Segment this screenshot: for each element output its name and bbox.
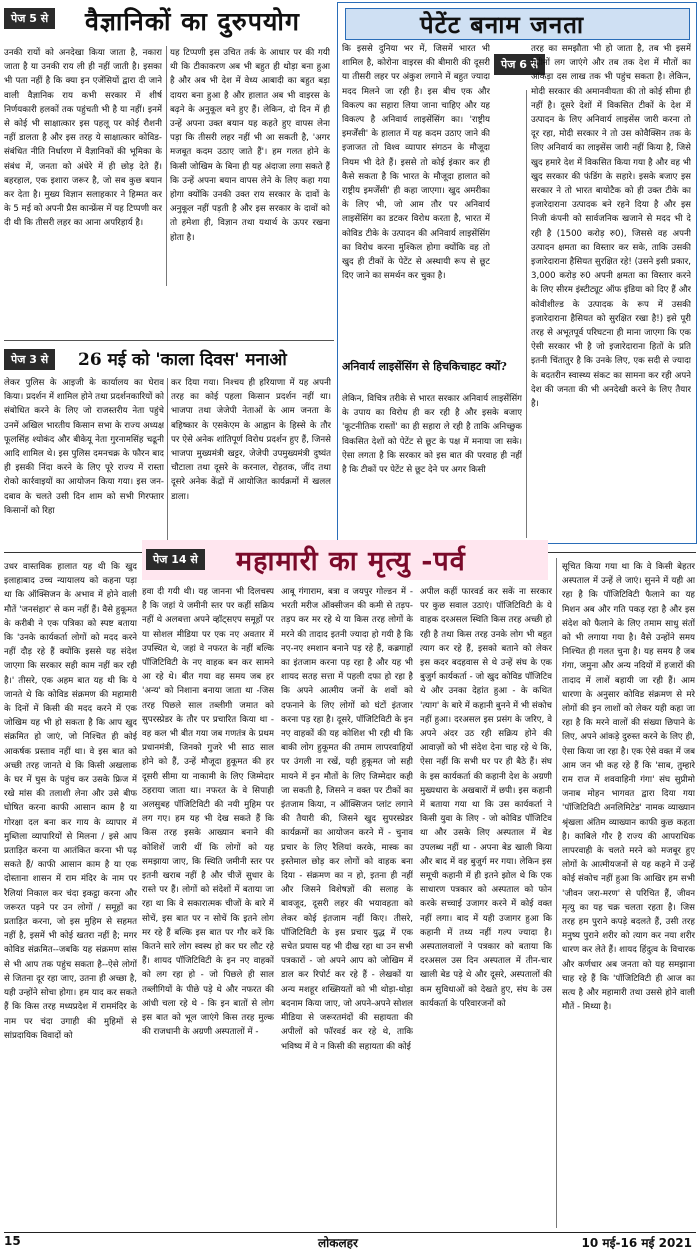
article-column: सूचित किया गया था कि वे किसी बेहतर अस्पताल में उन्हें ले जाएं। सुनने में यही आ रहा है कि पॉजिटिविटी फैलाने का यह मिशन अब और गति पकड़ रहा है और इस संदेश को फैलाने के लिए तमाम साधु संतों को भी लगाया गया है। वैसे उन्होंने समय निश्चित ही गलत चुना है। यह समय है जब गंगा, जमुना और अन्य नदियों में हजारों की तादाद में लाशें बहायी जा रही हैं। आम धारणा के अनुसार कोविड संक्रमण से मरे लोगों की इन लाशों को लेकर यही कहा जा रहा है कि मरने वालों की संख्या छिपाने के लिए, अपने आंकड़े दुरुस्त करने के लिए ही, ऐसा किया जा रहा है। एक ऐसे वक्त में जब आम जन भी कह रहे हैं कि 'साब, तुम्हारे राम राज में शववाहिनी गंगा' संघ सुप्रीमो जनाब मोहन भागवत द्वारा दिया गया 'पॉजिटिविटी अनलिमिटेड' नामक व्याख्यान श्रृंखला अंतिम व्याख्यान काफी कुछ कहता है। काबिले गौर है राज्य की आपराधिक लापरवाही के चलते मरने को मजबूर हुए लोगों के आत्मीयजनों से यह कहने में उन्हें कोई संकोच नहीं हुआ कि आखिर हम सभी 'जीवन जरा-मरण' से परिचित हैं, जीवन मृत्यु का यह चक्र चलता रहता है। जिस तरह हम पुराने कपड़े बदलते हैं, उसी तरह मनुष्य पुराने शरीर को त्याग कर नया शरीर धारण कर लेते हैं। शायद हिंदुत्व के विचारक और कर्णधार अब जनता को यह समझाना चाह रहे हैं कि 'पॉजिटिविटी ही आज का सत्य है और महामारी तथा उससे होने वाली मौतें - मिथ्या है। xyxy=(562,562,695,1013)
article-column: आबू गंगाराम, बत्रा व जयपुर गोल्डन में - भरती मरीज ऑक्सीजन की कमी से तड़प-तड़प कर मर रहे थे या किस तरह लोगों के मरने की तादाद इतनी ज्यादा हो गयी है कि नए-नए श्मशान बनाने पड़ रहे हैं, कब्रगाहों का इंतजाम करना पड़ रहा है और यह भी शायद सतह सत्ता में पहली दफा हो रहा है कि अपने आत्मीय जनों के शवों को दफनाने के लिए लोगों को घंटों इंतजार करना पड़ रहा है। दूसरे, पॉजिटिविटी के इन नए वाहकों की यह कोशिश भी रही थी कि बाकी लोग हुकूमत की तमाम लापरवाहियों पर उंगली ना रखें, यही हुकूमत जो सही मायने में इन मौतों के लिए जिम्मेदार कही जा सकती है, जिसने न वक्त पर टीकों का इंतजाम किया, न ऑक्सिजन प्लांट लगाने की तैयारी की, जिसने खुद सुपरस्प्रेडर कार्यक्रमों का आयोजन करने में - चुनाव प्रचार के लिए रैलियां करके, मास्क का इस्तेमाल छोड़ कर लोगों को वाहक बना दिया - संक्रमण का न हो, इतना ही नहीं और जिसने विशेषज्ञों की सलाह के बावजूद, दूसरी लहर की भयावहता को लेकर कोई इंतजाम नहीं किए। तीसरे, पॉजिटिविटी के इस प्रचार युद्ध में एक सचेत प्रयास यह भी दीख रहा था उन सभी पत्रकारों - जो अपने आप को जोखिम में डाल कर रिपोर्ट कर रहे हैं - लेखकों या अन्य मशहूर शख्सियतों को भी थोड़ा-थोड़ा बदनाम किया जाए, जो अपने-अपने सोशल मीडिया से जरूरतमंदों की सहायता की अपीलों को फॉरवर्ड कर रहे थे, ताकि भविष्य में वे न किसी की सहायता की कोई xyxy=(281,587,413,1052)
article-column: लेकिन, विचित्र तरीके से भारत सरकार अनिवार्य लाइसेंसिंग के उपाय का विरोध ही कर रही है और इसके बजाए 'कूटनीतिक रास्तों' का ही सहारा ले रही है ताकि अनिच्छुक विकसित देशों को पेटेंट से छूट के पक्ष में मनाया जा सके। ऐसा लगता है कि सरकार को इस बात की परवाह ही नहीं है कि टीकों पर पेटेंट से छूट देने पर अगर किसी xyxy=(342,394,522,476)
headline: महामारी का मृत्यु -पर्व xyxy=(236,546,466,577)
section-tag: पेज 14 से xyxy=(146,549,205,570)
masthead: लोकलहर xyxy=(318,1236,358,1250)
section-tag: पेज 5 से xyxy=(4,8,55,29)
article-column: उधर वास्तविक हालात यह थी कि खुद इलाहाबाद उच्च न्यायालय को कहना पड़ा था कि ऑक्सिजन के अभाव में होने वाली मौतें 'जनसंहार' से कम नहीं हैं। वैसे हुकूमत के करीबी ने एक पत्रिका को स्पष्ट बताया कि 'उनके कार्यकर्ता लोगों को मदद करने नहीं दौड़ रहे हैं क्योंकि इससे यह संदेश जाएगा कि सरकार सही काम नहीं कर रही है।' तीसरे, एक अहम बात यह थी कि ये जानते थे कि कोविड संक्रमण की महामारी के दिनों में किसी की मदद करने में एक जोखिम यह भी हो सकता है कि आप खुद संक्रमित हो जाएं, जो निश्चित ही कोई आकर्षक प्रस्ताव नहीं था। वे इस बात को अच्छी तरह जानते थे कि किसी अखलाक के घर में घुस के पहुंच कर उसके फ्रिज में रखे मांस की तलाशी लेना और उसे बीफ घोषित करना काफी आसान काम है या गोरक्षा दल बना कर गाय के व्यापार में मुब्तिला व्यापारियों से मिलना / इसे आप प्रताड़ित करना या आतंकित करना भी पढ़ सकते हैं/ काफी आसान काम है या एक दोस्ताना शासन में राम मंदिर के नाम पर रैलियां निकाल कर चंदा इकट्ठा करना और जरूरत पड़ने पर उन लोगों / समूहों का प्रताड़ित करना, जो इस मुहिम से सहमत नहीं है, इसमें भी कोई खतरा नहीं है; मगर कोविड संक्रमित--जबकि यह संक्रमण सांस से भी आप तक पहुंच सकता है--ऐसे लोगों से जितना दूर रहा जाए, उतना ही अच्छा है, यही उन्होंने सोचा होगा। हम याद कर सकते हैं कि किस तरह मध्यप्रदेश में राममंदिर के नाम पर चंदा उगाही की मुहिमों से सांप्रदायिक विवादों को xyxy=(4,562,137,1041)
article-column: तरह का समझौता भी हो जाता है, तब भी इसमें महीनों लग जाएंगे और तब तक देश में मौतों का आंकड़ा दस लाख तक भी पहुंच सकता है। लेकिन, मोदी सरकार की अमानवीयता की तो कोई सीमा ही नहीं है। दूसरे देशों में विकसित टीकों के देश में उत्पादन के लिए अनिवार्य लाइसेंस जारी करना तो दूर रहा, मोदी सरकार ने तो उस कोवैक्सिन तक के लिए अनिवार्य का लाइसेंस जारी नहीं किया है, जिसे खुद हमारे देश में विकसित किया गया है और वह भी खुद सरकार की फंडिंग के सहारे। इसके बजाए इस सरकार ने तो भारत बायोटैक को ही उक्त टीके का इजारेदाराना उत्पादक बने रहने दिया है और इस निजी कंपनी को सार्वजनिक खजाने से मदद भी दे रही है (1500 करोड़ रु0), जिससे वह अपनी उत्पादन क्षमता का विस्तार कर सके, ताकि उसकी इजारेदाराना हैसियत सुरक्षित रहे! (उसने इसी प्रकार, 3,000 करोड़ रु0 अपनी क्षमता का विस्तार करने के लिए सीरम इंस्टीट्यूट ऑफ इंडिया को दिए हैं और कोवीशील्ड के उत्पादक के रूप में उसकी इजारेदाराना हैसियत को सुरक्षित रखा है!) इसे पूरी तरह से अभूतपूर्व परिघटना ही माना जाएगा कि एक ऐसी सरकार भी है जो इजारेदाराना हितों के प्रति इतनी चिंतातुर है कि उनके लिए, एक सदी से ज्यादा के बदतरीन स्वास्थ्य संकट का सामना कर रही अपने देश की जनता की भी अनदेखी करने के लिए तैयार है। xyxy=(531,44,691,410)
issue-date: 10 मई-16 मई 2021 xyxy=(581,1236,692,1250)
article-column: कर दिया गया। निश्चय ही हरियाणा में यह अपनी तरह का कोई पहला किसान प्रदर्शन नहीं था। भाजपा तथा जेजेपी नेताओं के आम जनता के बहिष्कार के एसकेएम के आह्वान के हिस्से के तौर पर ऐसे अनेक शांतिपूर्ण विरोध प्रदर्शन हुए हैं, जिनसे भाजपा मुख्यमंत्री खट्टर, जेजेपी उपमुख्यमंत्री दुष्यंत चौटाला तथा दूसरे के करनाल, रोहतक, जींद तथा दूसरे अनेक केंद्रों में आयोजित कार्यक्रमों में खलल डाला। xyxy=(171,378,331,502)
article-column: अपील कहीं फारवर्ड कर सकें ना सरकार पर कुछ सवाल उठाएं। पॉजिटिविटी के ये वाहक दरअसल स्थिति किस तरह अच्छी हो रही है तथा किस तरह उनके लोग भी बहुत त्याग कर रहे हैं, इसको बताने को लेकर इस कदर बदहवास से थे उन्हें संघ के एक बुजुर्ग कार्यकर्ता - जो खुद कोविड पॉजिटिव थे और उनका देहांत हुआ - के कथित 'त्याग' के बारे में कहानी बुनने में भी संकोच नहीं हुआ। दरअसल इस प्रसंग के जरिए, वे अपने अंदर उठ रही सक्रिय होने की आवाज़ों को भी संदेश देना चाह रहे थे कि, ऐसा नहीं कि सभी घर पर ही बैठे हैं। संघ के इस कार्यकर्ता की कहानी देश के अग्रणी मुख्यधारा के अखबारों में छपी। इस कहानी में बताया गया था कि उस कार्यकर्ता ने किसी युवा के लिए - जो कोविड पॉजिटिव था और उसके लिए अस्पताल में बेड उपलब्ध नहीं था - अपना बेड खाली किया और बाद में वह बुजुर्ग मर गया। लेकिन इस समूची कहानी में ही इतने झोल थे कि एक साधारण पत्रकार को अस्पताल को फोन करके सच्चाई उजागर करने में कोई वक्त नहीं लगा। बाद में यही उजागर हुआ कि कहानी में तथ्य नहीं गल्प ज्यादा है। अस्पतालवालों ने पत्रकार को बताया कि दरअसल उस दिन अस्पताल में तीन-चार खाली बेड पड़े थे और दूसरे, अस्पतालों की कम सुविधाओं को देखते हुए, संघ के उस कार्यकर्ता के परिवारजनों को xyxy=(420,587,552,1009)
section-tag: पेज 3 से xyxy=(4,349,55,370)
headline: वैज्ञानिकों का दुरुपयोग xyxy=(85,7,300,36)
article-column: उनकी रायों को अनदेखा किया जाता है, नकारा जाता है या उनकी राय ली ही नहीं जाती है। इसका भी पता नहीं है कि क्या इन एजेंसियों द्वारा दी जाने वाली वैज्ञानिक राय कभी सरकार में शीर्ष निर्णयकारी हलकों तक पहुंचती भी है या नहीं। इनमें से कोई भी साक्षात्कार इस पहलू पर कोई रौशनी नहीं डालता है और इस तरह ये साक्षात्कार कोविड-संबंधित नीति निर्धारण में वैज्ञानिकों की भूमिका के संबंध में, जनता को अंधेरे में ही छोड़ देते हैं। बहरहाल, एक इशारा जरूर है, जो सब कुछ बयान कर देता है। मुख्य विज्ञान सलाहकार ने हिम्मत कर के 5 मई को अपनी प्रैस कान्फ्रेंस में यह टिप्पणी कर दी थी कि तीसरी लहर का आना अपरिहार्य है। xyxy=(4,48,162,229)
subheading: अनिवार्य लाइसेंसिंग से हिचकिचाहट क्यों? xyxy=(342,360,507,373)
article-column: लेकर पुलिस के आइजी के कार्यालय का घेराव किया। प्रदर्शन में शामिल होने तथा प्रदर्शनकारियों को संबोधित करने के लिए जो राजस्तरीय नेता पहुंचे उनमें अखिल भारतीय किसान सभा के राज्य अध्यक्ष फूलसिंह श्योकंद और बीकेयू नेता गुरनामसिंह चढूनी आदि शामिल थे। इस पुलिस दमनचक्र के फौरन बाद ही इसकी निंदा करने के लिए पूरे राज्य में रास्ता रोको कार्रवाइयों का आयोजन किया गया। इस जन-दबाव के चलते उसी दिन शाम को सभी गिरफ्तार किसानों को रिहा xyxy=(4,378,164,516)
headline: 26 मई को 'काला दिवस' मनाओ xyxy=(78,350,287,370)
section-tag: पेज 6 से xyxy=(494,54,545,75)
article-column: हवा दी गयी थी। यह जानना भी दिलचस्प है कि जहां ये जमीनी स्तर पर कहीं सक्रिय नहीं थे अलबत्ता अपने व्हॉट्सएप समूहों पर या सोशल मीडिया पर एक नए अवतार में उपस्थित थे, जहां वे नफरत के नहीं बल्कि पॉजिटिविटी के नए वाहक बन कर सामने आ रहे थे। बीत गया वह समय जब हर 'अन्य' को निशाना बनाया जाता था -जिस तरह पिछले साल तब्लीगी जमात को सुपरस्प्रेडर के तौर पर प्रचारित किया था - वह कल भी बीत गया जब गणतंत्र के प्रथम प्रधानमंत्री, जिनको गुजरे भी साठ साल होने को हैं, उन्हें मौजूदा हुकूमत की हर दूसरी सीमा या नाकामी के लिए जिम्मेदार ठहराया जाता था। नफरत के वे सिपाही अलसुबह पॉजिटिविटी की नयी मुहिम पर लग गए। हम यह भी देख सकते हैं कि किस तरह इसके आख्यान बनाने की कोशिशें जारी थीं कि लोगों को यह समझाया जाए, कि स्थिति जमीनी स्तर पर इतनी खराब नहीं है और चीजें सुधार के रास्ते पर हैं। लोगों को संदेशों में बताया जा रहा था कि वे सकारात्मक चीजों के बारे में सोचें, इस बात पर न सोचें कि इतने लोग मर रहे हैं बल्कि इस बात पर गौर करें कि कितने सारे लोग स्वस्थ हो कर घर लौट रहे हैं। शायद पॉजिटिविटी के इन नए वाहकों को लग रहा हो - जो पिछले ही साल तब्लीगियों के पीछे पड़े थे और नफरत की आंधी चला रहे थे - कि इन बातों से लोग इस बात को भूल जाएंगे किस तरह मुल्क की राजधानी के अग्रणी अस्पतालों में - xyxy=(142,587,274,1038)
article-column: कि इससे दुनिया भर में, जिसमें भारत भी शामिल है, कोरोना वाइरस की बीमारी की दूसरी या तीसरी लहर पर अंकुश लगाने में बहुत ज्यादा मदद मिलने जा रही है। इस बीच एक और विकल्प का सहारा लिया जाना चाहिए और यह विकल्प है अनिवार्य लाइसेंसिंग का। 'राष्ट्रीय इमर्जेंसी' के हालात में यह कदम उठाए जाने की इजाजत तो विश्व व्यापार संगठन के मौजूदा नियम भी देते हैं। इससे तो कोई इंकार कर ही कैसे सकता है कि भारत के मौजूदा हालात को राष्ट्रीय इमर्जेंसी' ही कहा जाएगा। खुद अमरीका के लिए भी, जो आम तौर पर अनिवार्य लाइसेंसिंग का डटकर विरोध करता है, भारत में कोविड टीके के उत्पादन की अनिवार्य लाइसेंसिंग का विरोध करना मुश्किल होगा क्योंकि वह तो खुद ही टीकों के पेटेंट से अस्थायी रूप से छूट दिए जाने का समर्थन कर चुका है। xyxy=(342,44,490,282)
page-number: 15 xyxy=(4,1234,21,1248)
article-column: यह टिप्पणी इस उचित तर्क के आधार पर की गयी थी कि टीकाकरण अब भी बहुत ही थोड़ा बना हुआ है और अब भी देश में वेध्य आबादी का बहुत बड़ा दायरा बना हुआ है और हालात अब भी वाइरस के बढ़ने के अनुकूल बने हुए हैं। लेकिन, दो दिन में ही उन्हें अपना उक्त बयान यह कहते हुए वापस लेना पड़ा कि तीसरी लहर नहीं भी आ सकती है, 'अगर मजबूत कदम उठाए जाते हैं'। हम गलत होने के किसी जोखिम के बिना ही यह अंदाजा लगा सकते हैं कि उन्हें अपना बयान वापस लेने के लिए कहा गया होगा क्योंकि उनकी उक्त राय सरकार के दावों के अनुकूल नहीं पड़ती है और इस सरकार के दावों को तो हमेशा ही, विज्ञान तथा यथार्थ के ऊपर रखना होता है। xyxy=(170,48,330,243)
headline: पेटेंट बनाम जनता xyxy=(420,10,585,39)
